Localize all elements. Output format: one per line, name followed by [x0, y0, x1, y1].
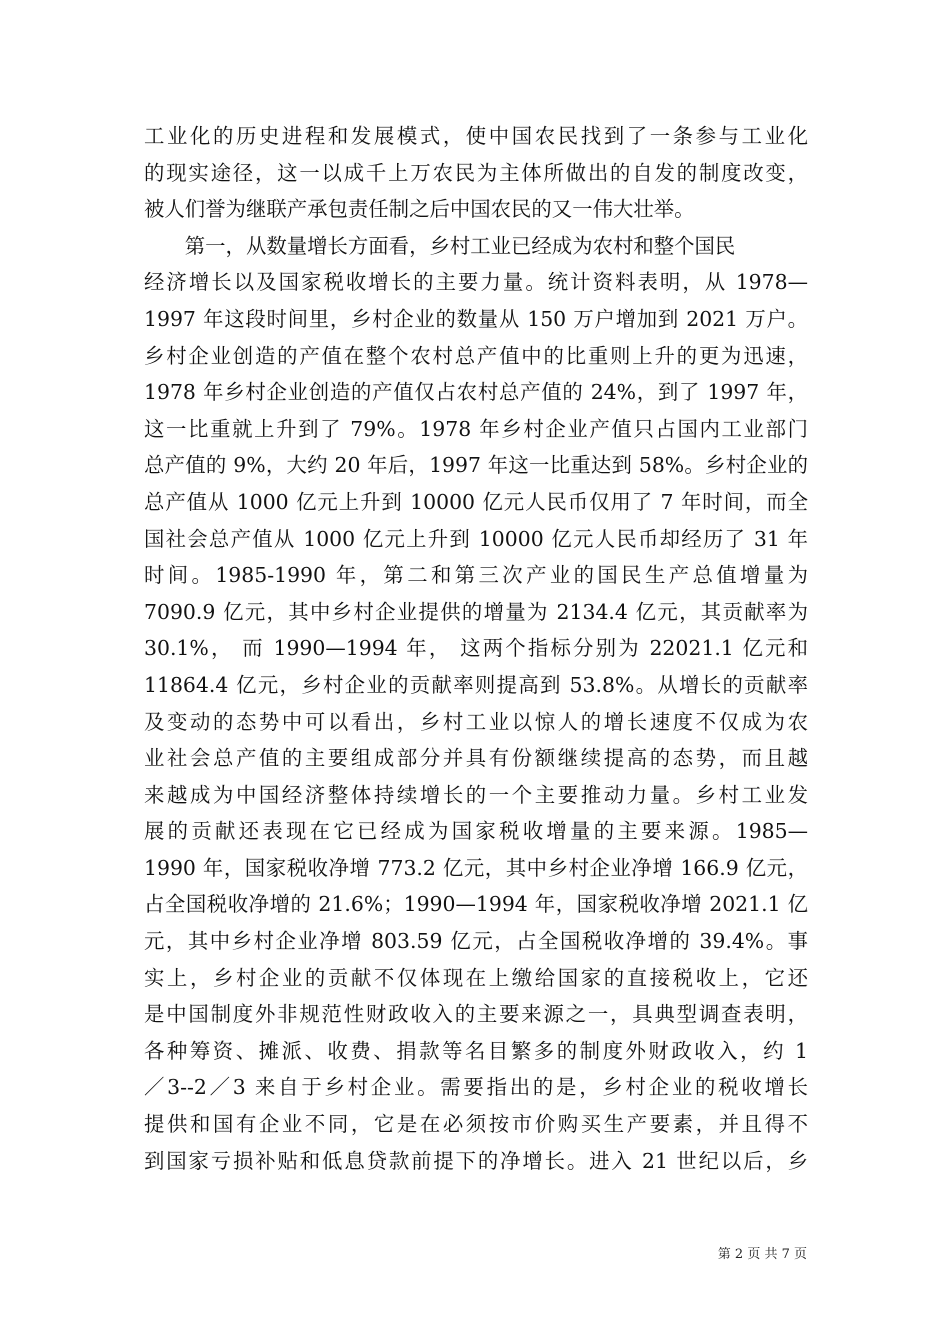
text-line: 来越成为中国经济整体持续增长的一个主要推动力量。乡村工业发: [144, 782, 808, 807]
text-line: 工业化的历史进程和发展模式，使中国农民找到了一条参与工业化: [144, 124, 808, 148]
document-body: [144, 118, 808, 1179]
text-line: ／3--2／3 来自于乡村企业。需要指出的是，乡村企业的税收增长: [144, 1075, 808, 1100]
text-line: 占全国税收净增的 21.6%；1990—1994 年，国家税收净增 2021.1 亿: [144, 892, 808, 917]
text-line: 实上，乡村企业的贡献不仅体现在上缴给国家的直接税收上，它还: [144, 965, 808, 990]
text-line: 经济增长以及国家税收增长的主要力量。统计资料表明，从 1978—: [144, 270, 808, 295]
text-line: 业社会总产值的主要组成部分并具有份额继续提高的态势，而且越: [144, 746, 808, 771]
text-line: 1990 年，国家税收净增 773.2 亿元，其中乡村企业净增 166.9 亿元，: [144, 855, 808, 880]
paragraph-continued: [144, 118, 808, 228]
text-line: 乡村企业创造的产值在整个农村总产值中的比重则上升的更为迅速，: [144, 343, 808, 368]
text-line: 各种筹资、摊派、收费、捐款等名目繁多的制度外财政收入，约 1: [144, 1038, 808, 1063]
page-number: 第 2 页 共 7 页: [717, 1247, 807, 1262]
text-line: 到国家亏损补贴和低息贷款前提下的净增长。进入 21 世纪以后，乡: [144, 1148, 808, 1173]
text-line: 总产值从 1000 亿元上升到 10000 亿元人民币仅用了 7 年时间，而全: [144, 489, 808, 514]
text-line: 的现实途径，这一以成千上万农民为主体所做出的自发的制度改变，: [144, 160, 808, 185]
text-line: 7090.9 亿元，其中乡村企业提供的增量为 2134.4 亿元，其贡献率为: [144, 599, 808, 624]
text-line: 1997 年这段时间里，乡村企业的数量从 150 万户增加到 2021 万户。: [144, 306, 808, 331]
text-line: 时间。1985-1990 年，第二和第三次产业的国民生产总值增量为: [144, 563, 808, 588]
text-line: 总产值的 9%，大约 20 年后，1997 年这一比重达到 58%。乡村企业的: [144, 453, 808, 478]
text-line: 1978 年乡村企业创造的产值仅占农村总产值的 24%，到了 1997 年，: [144, 380, 808, 405]
text-line: 被人们誉为继联产承包责任制之后中国农民的又一伟大壮举。: [144, 197, 695, 222]
paragraph-first-point: [144, 228, 808, 1179]
text-line: 及变动的态势中可以看出，乡村工业以惊人的增长速度不仅成为农: [144, 709, 808, 734]
text-line: 30.1%， 而 1990—1994 年， 这两个指标分别为 22021.1 亿元和: [144, 636, 808, 661]
text-line: 国社会总产值从 1000 亿元上升到 10000 亿元人民币却经历了 31 年: [144, 526, 808, 551]
text-line: 11864.4 亿元，乡村企业的贡献率则提高到 53.8%。从增长的贡献率: [144, 672, 808, 697]
text-line: 元，其中乡村企业净增 803.59 亿元，占全国税收净增的 39.4%。事: [144, 929, 808, 954]
text-line: 这一比重就上升到了 79%。1978 年乡村企业产值只占国内工业部门: [144, 416, 808, 441]
text-line: 是中国制度外非规范性财政收入的主要来源之一，具典型调查表明，: [144, 1002, 808, 1027]
text-line: 展的贡献还表现在它已经成为国家税收增量的主要来源。1985—: [144, 819, 808, 844]
text-line: 第一，从数量增长方面看，乡村工业已经成为农村和整个国民: [144, 233, 736, 258]
text-line: 提供和国有企业不同，它是在必须按市价购买生产要素，并且得不: [144, 1112, 808, 1137]
